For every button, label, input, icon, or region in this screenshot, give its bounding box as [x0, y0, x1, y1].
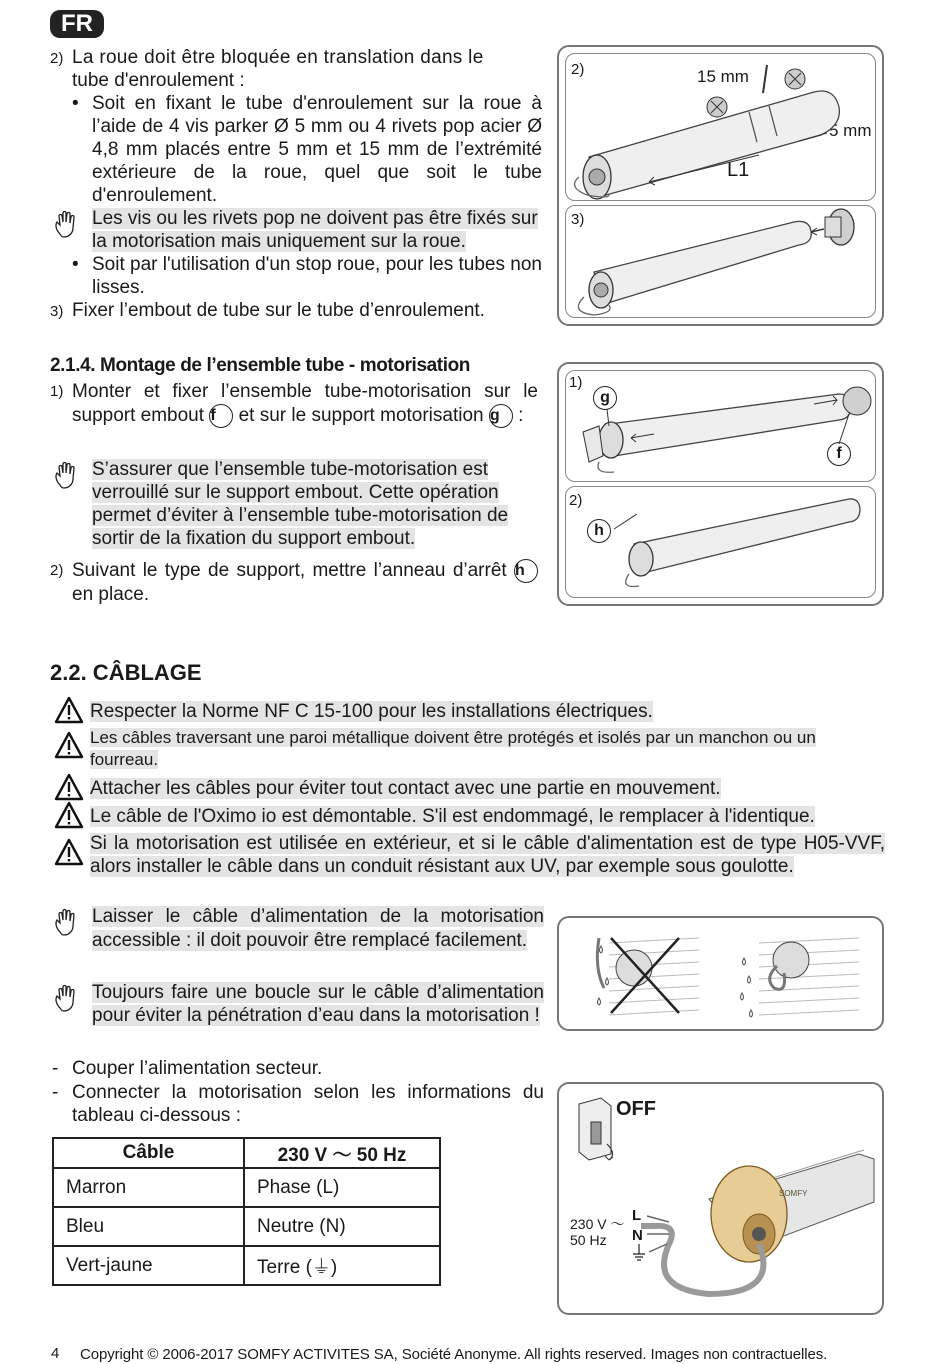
hand-note-icon	[52, 461, 82, 491]
bullet-1: • Soit en fixant le tube d'enroulement sur la roue à l’aide de 4 vis parker Ø 5 mm ou 4 rivets pop acier Ø 4,8 mm placés entre 5 mm et 15 mm de l’extrémité extérieure de la roue, quel que soit le tube d'enroulement.	[72, 93, 542, 206]
table-cell: Neutre (N)	[244, 1207, 440, 1246]
dimension-15mm: 15 mm	[697, 67, 749, 86]
marker-h: h	[587, 519, 611, 543]
off-label: OFF	[616, 1098, 656, 1120]
table-cell: Terre (⏚)	[244, 1246, 440, 1285]
table-cell: Vert-jaune	[53, 1246, 244, 1285]
warning-cable: Le câble de l'Oximo io est démontable. S'il est endommagé, le remplacer à l'identique.	[90, 806, 815, 827]
wiring-table	[52, 1137, 441, 1286]
table-row	[53, 1207, 440, 1246]
assembly-drawing	[559, 364, 886, 608]
brand-mark: SOMFY	[779, 1189, 808, 1198]
assembly-step-1: 1) Monter et fixer l’ensemble tube-motorisation sur le support embout f et sur le support motorisation g :	[50, 381, 538, 427]
assembly-step-2: 2) Suivant le type de support, mettre l’anneau d’arrêt h en place.	[50, 559, 538, 607]
bullet-2: • Soit par l'utilisation d'un stop roue, pour les tubes non lisses.	[72, 254, 542, 298]
panel-label: 3)	[571, 211, 585, 228]
section-title-2-2: 2.2. CÂBLAGE	[50, 660, 202, 685]
frequency-label: 50 Hz	[570, 1232, 607, 1248]
live-label: L	[632, 1207, 642, 1224]
marker-f: f	[827, 442, 851, 466]
note-drip-loop: Toujours faire une boucle sur le câble d’alimentation pour éviter la pénétration d’eau dans la motorisation !	[92, 982, 544, 1026]
table-cell: Phase (L)	[244, 1168, 440, 1207]
drip-loop-drawing	[559, 918, 886, 1033]
marker-f: f	[209, 404, 233, 428]
warning-icon	[54, 731, 84, 759]
dimension-5mm: 5 mm	[829, 121, 872, 140]
table-row	[53, 1246, 440, 1285]
step-2: 2) La roue doit être bloquée en translation dans le	[50, 47, 484, 68]
table-cell: Bleu	[53, 1207, 244, 1246]
figure-drip-loop	[557, 916, 884, 1031]
warning-metal-wall: Les câbles traversant une paroi métallique doivent être protégés et isolés par un manchon ou un fourreau.	[90, 728, 816, 769]
table-cell: Marron	[53, 1168, 244, 1207]
copyright-footer: Copyright © 2006-2017 SOMFY ACTIVITES SA, Société Anonyme. All rights reserved. Images non contractuelles.	[80, 1346, 828, 1363]
neutral-label: N	[632, 1227, 643, 1244]
figure-wheel-fixing	[557, 45, 884, 326]
hand-note-icon	[52, 210, 82, 240]
column-header-voltage: 230 V ～ 50 Hz	[244, 1138, 440, 1168]
dimension-L1: L1	[727, 159, 750, 181]
instruction-cut-power: - Couper l’alimentation secteur.	[52, 1058, 323, 1079]
step-3: 3) Fixer l’embout de tube sur le tube d’enroulement.	[50, 300, 485, 321]
figure-assembly	[557, 362, 884, 606]
table-header-row	[53, 1138, 440, 1168]
warning-icon	[54, 838, 84, 866]
table-row	[53, 1168, 440, 1207]
wiring-drawing	[559, 1084, 886, 1317]
warning-norm: Respecter la Norme NF C 15-100 pour les installations électriques.	[90, 701, 653, 722]
column-header-cable: Câble	[53, 1138, 244, 1168]
voltage-label: 230 V ～	[570, 1216, 625, 1232]
marker-g: g	[489, 404, 513, 428]
marker-g: g	[593, 386, 617, 410]
warning-icon	[54, 696, 84, 724]
note-accessible-cable: Laisser le câble d’alimentation de la motorisation accessible : il doit pouvoir être remplacé facilement.	[92, 906, 544, 951]
instruction-connect: - Connecter la motorisation selon les informations du tableau ci-dessous :	[52, 1082, 544, 1126]
page-number: 4	[51, 1345, 60, 1362]
hand-note-icon	[52, 984, 82, 1014]
section-title-2-1-4: 2.1.4. Montage de l’ensemble tube - motorisation	[50, 355, 470, 376]
warning-icon	[54, 801, 84, 829]
marker-h: h	[514, 559, 538, 583]
panel-label: 2)	[571, 61, 585, 78]
hand-note-icon	[52, 908, 82, 938]
panel-label: 2)	[569, 492, 583, 509]
note-screws: Les vis ou les rivets pop ne doivent pas être fixés sur la motorisation mais uniquement sur la roue.	[92, 208, 538, 252]
figure-wiring	[557, 1082, 884, 1315]
tube-drawing	[559, 47, 886, 328]
warning-attach: Attacher les câbles pour éviter tout contact avec une partie en mouvement.	[90, 778, 721, 799]
language-badge: FR	[50, 10, 104, 38]
note-lock: S’assurer que l’ensemble tube-motorisation est verrouillé sur le support embout. Cette opération permet d’éviter à l’ensemble tube-motorisation de sortir de la fixation du support embout.	[92, 459, 509, 549]
warning-icon	[54, 773, 84, 801]
step-2-cont: tube d'enroulement :	[72, 70, 245, 91]
panel-label: 1)	[569, 374, 583, 391]
warning-outdoor: Si la motorisation est utilisée en extérieur, et si le câble d'alimentation est de type H05-VVF, alors installer le câble dans un conduit résistant aux UV, par exemple sous goulotte.	[90, 833, 885, 877]
